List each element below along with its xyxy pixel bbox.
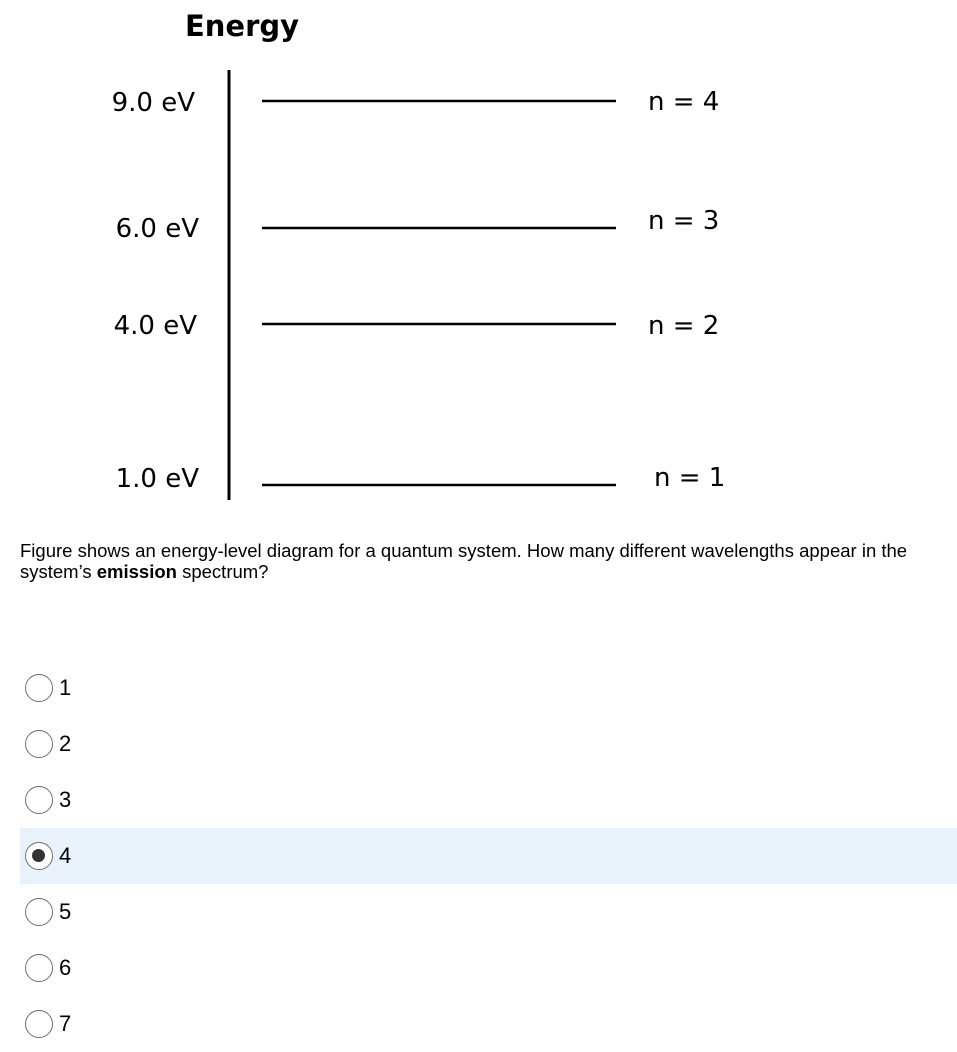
quantum-number-label-4: n = 4	[648, 87, 720, 117]
diagram-title: Energy	[184, 9, 300, 43]
energy-label-level-3: 6.0 eV	[115, 214, 199, 244]
answer-option-3[interactable]	[20, 772, 957, 828]
answer-option-label: 7	[59, 1011, 72, 1036]
answer-option-label: 1	[59, 675, 72, 700]
energy-level-diagram	[0, 0, 957, 520]
quantum-number-label-1: n = 1	[654, 463, 726, 493]
radio-button[interactable]	[25, 786, 53, 814]
energy-label-level-1: 1.0 eV	[115, 464, 199, 494]
answer-option-label: 5	[59, 899, 72, 924]
answer-option-6[interactable]	[20, 940, 957, 996]
radio-button[interactable]	[25, 842, 53, 870]
answer-option-7[interactable]	[20, 996, 957, 1052]
radio-button[interactable]	[25, 954, 53, 982]
energy-label-level-2: 4.0 eV	[113, 311, 197, 341]
answer-option-1[interactable]	[20, 660, 957, 716]
quantum-number-label-2: n = 2	[648, 311, 720, 341]
answer-option-label: 2	[59, 731, 72, 756]
question-text-part: spectrum?	[176, 561, 269, 582]
question-text	[20, 540, 940, 582]
answer-option-2[interactable]	[20, 716, 957, 772]
radio-button[interactable]	[25, 1010, 53, 1038]
quantum-number-label-3: n = 3	[648, 206, 720, 236]
answer-option-4[interactable]	[20, 828, 957, 884]
answer-option-label: 4	[59, 843, 72, 868]
answer-option-5[interactable]	[20, 884, 957, 940]
question-emphasis: emission	[96, 561, 177, 582]
radio-button[interactable]	[25, 898, 53, 926]
energy-label-level-4: 9.0 eV	[111, 88, 195, 118]
radio-button[interactable]	[25, 674, 53, 702]
radio-button[interactable]	[25, 730, 53, 758]
answer-option-label: 3	[59, 787, 72, 812]
question-text-part: Figure shows an energy-level diagram for a quantum system. How many different wavelengths appear in the system’s	[20, 540, 908, 582]
answer-option-label: 6	[59, 955, 72, 980]
answer-options	[20, 660, 957, 1052]
